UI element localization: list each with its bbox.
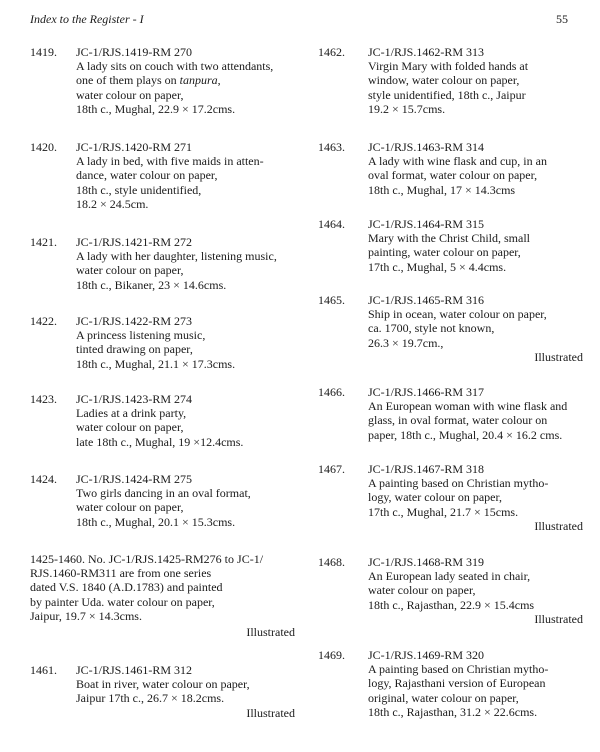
entry-line: JC-1/RJS.1423-RM 274 bbox=[76, 392, 193, 406]
entry-line: JC-1/RJS.1464-RM 315 bbox=[368, 217, 485, 231]
entry-line: water colour on paper, bbox=[76, 263, 184, 278]
entry-line: JC-1/RJS.1420-RM 271 bbox=[76, 140, 193, 154]
entry-line: painting, water colour on paper, bbox=[368, 245, 521, 260]
entry-line: A lady with wine flask and cup, in an bbox=[368, 154, 547, 169]
series-note bbox=[30, 552, 295, 639]
series-note-line: dated V.S. 1840 (A.D.1783) and painted bbox=[30, 580, 223, 595]
series-note-line: RJS.1460-RM311 are from one series bbox=[30, 566, 212, 581]
entry-line: JC-1/RJS.1463-RM 314 bbox=[368, 140, 485, 154]
entry-line: Boat in river, water colour on paper, bbox=[76, 677, 250, 692]
entry-line: one of them plays on tanpura, bbox=[76, 73, 221, 88]
entry-line: Virgin Mary with folded hands at bbox=[368, 59, 529, 74]
entry-line: JC-1/RJS.1467-RM 318 bbox=[368, 462, 485, 476]
entry-line: glass, in oval format, water colour on bbox=[368, 413, 548, 428]
entry-line: 18th c., Mughal, 20.1 × 15.3cms. bbox=[76, 514, 236, 529]
entry-line: water colour on paper, bbox=[76, 500, 184, 515]
series-note-line: by painter Uda. water colour on paper, bbox=[30, 594, 215, 609]
entry-line: JC-1/RJS.1424-RM 275 bbox=[76, 472, 193, 486]
entry-body bbox=[76, 45, 295, 116]
entry-number: 1462. bbox=[318, 45, 345, 59]
entry-line: A lady with her daughter, listening music, bbox=[76, 249, 277, 264]
entry-line: 17th c., Mughal, 5 × 4.4cms. bbox=[368, 259, 507, 274]
entry-number: 1467. bbox=[318, 462, 345, 476]
entry-line: 18th c., Rajasthan, 22.9 × 15.4cms bbox=[368, 597, 535, 612]
entry-line: A painting based on Christian mytho- bbox=[368, 476, 549, 491]
entry-body bbox=[76, 235, 295, 292]
entry-number: 1463. bbox=[318, 140, 345, 154]
entry-line: 18th c., style unidentified, bbox=[76, 182, 202, 197]
page-number: 55 bbox=[556, 12, 568, 26]
entry-line: 18th c., Mughal, 22.9 × 17.2cms. bbox=[76, 101, 236, 116]
entry-number: 1420. bbox=[30, 140, 57, 154]
entry-line: JC-1/RJS.1468-RM 319 bbox=[368, 555, 485, 569]
entry-line: Jaipur 17th c., 26.7 × 18.2cms. bbox=[76, 691, 225, 706]
entry-line: Ship in ocean, water colour on paper, bbox=[368, 307, 547, 322]
entry-body bbox=[368, 648, 583, 719]
entry-line: JC-1/RJS.1469-RM 320 bbox=[368, 648, 485, 662]
entry-body bbox=[76, 663, 295, 720]
entry-line: 26.3 × 19.7cm., bbox=[368, 335, 444, 350]
entry-body bbox=[368, 217, 583, 274]
entry-line: JC-1/RJS.1422-RM 273 bbox=[76, 314, 193, 328]
series-note-line: 1425-1460. No. JC-1/RJS.1425-RM276 to JC-1/ bbox=[30, 552, 264, 566]
entry-line: JC-1/RJS.1461-RM 312 bbox=[76, 663, 193, 677]
entry-body bbox=[368, 293, 583, 364]
entry-line: Mary with the Christ Child, small bbox=[368, 231, 530, 246]
entry-line: original, water colour on paper, bbox=[368, 690, 519, 705]
entry-line: water colour on paper, bbox=[76, 87, 184, 102]
entry-body bbox=[76, 392, 295, 449]
entry-number: 1468. bbox=[318, 555, 345, 569]
entry-line: An European woman with wine flask and bbox=[368, 399, 568, 414]
entry-number: 1464. bbox=[318, 217, 345, 231]
illustrated-label: Illustrated bbox=[534, 518, 583, 533]
entry-line: A princess listening music, bbox=[76, 328, 206, 343]
entry-line: JC-1/RJS.1419-RM 270 bbox=[76, 45, 193, 59]
entry-body bbox=[76, 472, 295, 529]
entry-number: 1466. bbox=[318, 385, 345, 399]
entry-body bbox=[368, 462, 583, 533]
entry-line: ca. 1700, style not known, bbox=[368, 321, 495, 336]
entry-line: A painting based on Christian mytho- bbox=[368, 662, 549, 677]
instrument-name: tanpura bbox=[179, 73, 218, 88]
entry-body bbox=[368, 555, 583, 626]
entry-line: JC-1/RJS.1466-RM 317 bbox=[368, 385, 485, 399]
entry-number: 1424. bbox=[30, 472, 57, 486]
entry-body bbox=[76, 140, 295, 211]
entry-number: 1421. bbox=[30, 235, 57, 249]
entry-body bbox=[368, 140, 583, 197]
entry-line: water colour on paper, bbox=[76, 420, 184, 435]
entry-line: JC-1/RJS.1465-RM 316 bbox=[368, 293, 485, 307]
entry-line: 18th c., Bikaner, 23 × 14.6cms. bbox=[76, 277, 227, 292]
entry-body bbox=[368, 385, 583, 442]
illustrated-label: Illustrated bbox=[534, 611, 583, 626]
series-note-line: Jaipur, 19.7 × 14.3cms. bbox=[30, 608, 142, 623]
entry-line: oval format, water colour on paper, bbox=[368, 168, 538, 183]
entry-number: 1423. bbox=[30, 392, 57, 406]
entry-line: style unidentified, 18th c., Jaipur bbox=[368, 87, 526, 102]
entry-line: 17th c., Mughal, 21.7 × 15cms. bbox=[368, 504, 519, 519]
entry-line: An European lady seated in chair, bbox=[368, 569, 531, 584]
entry-line: A lady in bed, with five maids in atten- bbox=[76, 154, 264, 169]
entry-number: 1461. bbox=[30, 663, 57, 677]
entry-line: window, water colour on paper, bbox=[368, 73, 520, 88]
entry-body bbox=[76, 314, 295, 371]
entry-line: logy, Rajasthani version of European bbox=[368, 676, 546, 691]
entry-line: water colour on paper, bbox=[368, 583, 476, 598]
entry-line: JC-1/RJS.1421-RM 272 bbox=[76, 235, 193, 249]
entry-line: Two girls dancing in an oval format, bbox=[76, 486, 251, 501]
illustrated-label: Illustrated bbox=[534, 349, 583, 364]
entry-line: tinted drawing on paper, bbox=[76, 342, 193, 357]
illustrated-label: Illustrated bbox=[246, 705, 295, 720]
entry-number: 1419. bbox=[30, 45, 57, 59]
entry-line: Ladies at a drink party, bbox=[76, 406, 187, 421]
entry-line: 19.2 × 15.7cms. bbox=[368, 101, 446, 116]
entry-number: 1465. bbox=[318, 293, 345, 307]
entry-line: paper, 18th c., Mughal, 20.4 × 16.2 cms. bbox=[368, 427, 563, 442]
entry-number: 1469. bbox=[318, 648, 345, 662]
running-header-title: Index to the Register - I bbox=[30, 12, 144, 26]
entry-number: 1422. bbox=[30, 314, 57, 328]
entry-line: 18th c., Mughal, 17 × 14.3cms bbox=[368, 182, 516, 197]
entry-line: 18.2 × 24.5cm. bbox=[76, 196, 149, 211]
illustrated-label: Illustrated bbox=[246, 625, 295, 640]
entry-body bbox=[368, 45, 583, 116]
entry-line: logy, water colour on paper, bbox=[368, 490, 503, 505]
entry-line: 18th c., Mughal, 21.1 × 17.3cms. bbox=[76, 356, 236, 371]
entry-line: 18th c., Rajasthan, 31.2 × 22.6cms. bbox=[368, 704, 538, 719]
entry-line: JC-1/RJS.1462-RM 313 bbox=[368, 45, 485, 59]
entry-line: late 18th c., Mughal, 19 ×12.4cms. bbox=[76, 434, 244, 449]
series-note-body bbox=[30, 552, 295, 639]
entry-line: dance, water colour on paper, bbox=[76, 168, 218, 183]
entry-line: A lady sits on couch with two attendants, bbox=[76, 59, 274, 74]
